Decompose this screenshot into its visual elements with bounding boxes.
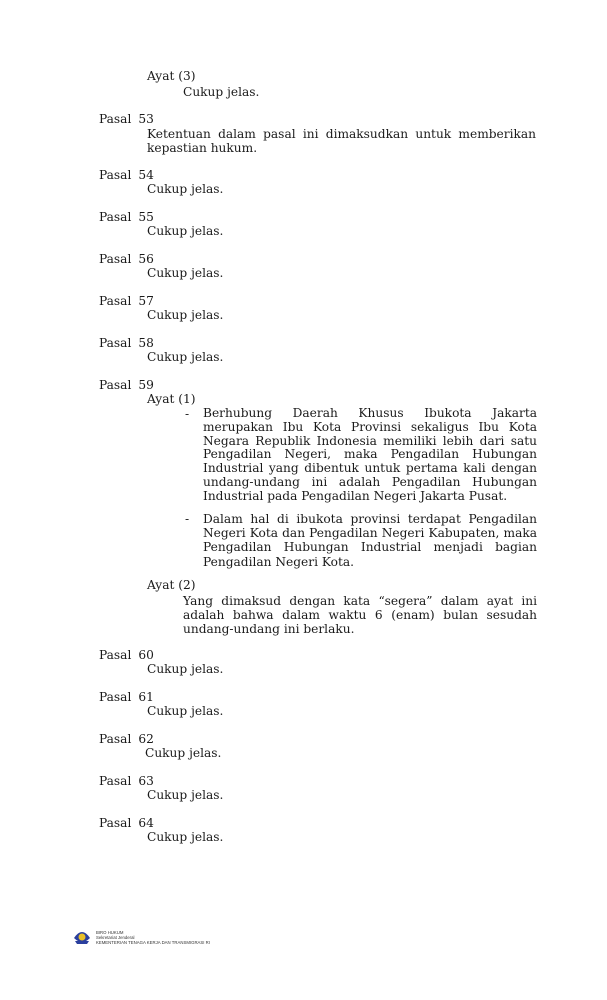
ayat-2-text: Yang dimaksud dengan kata “segera” dalam ayat ini adalah bahwa dalam waktu 6 (enam) bulan sesudah undang-undang ini berlaku. — [183, 594, 537, 636]
pasal-heading — [99, 690, 154, 704]
pasal-label: Pasal — [99, 774, 132, 788]
pasal-text: Cukup jelas. — [147, 788, 224, 802]
bullet: - — [185, 512, 190, 526]
pasal-text: Cukup jelas. — [147, 704, 224, 718]
pasal-label: Pasal — [99, 168, 132, 182]
pasal-number: 62 — [138, 732, 154, 746]
pasal-text: Cukup jelas. — [145, 746, 222, 760]
pasal-heading — [99, 732, 154, 746]
footer-line-1: BIRO HUKUM — [96, 929, 124, 935]
pasal-heading — [99, 648, 154, 662]
pasal-label: Pasal — [99, 336, 132, 350]
pasal-number: 53 — [138, 112, 154, 126]
pasal-53-heading — [99, 112, 154, 126]
pasal-heading — [99, 252, 154, 266]
pasal-heading — [99, 294, 154, 308]
footer-line-2: Sekretariat Jenderal — [96, 934, 135, 940]
pasal-label: Pasal — [99, 690, 132, 704]
pasal-number: 54 — [138, 168, 154, 182]
pasal-heading — [99, 816, 154, 830]
pasal-number: 64 — [138, 816, 154, 830]
pasal-number: 58 — [138, 336, 154, 350]
pasal-heading — [99, 210, 154, 224]
pasal-text: Cukup jelas. — [147, 662, 224, 676]
pasal-label: Pasal — [99, 816, 132, 830]
pasal-label: Pasal — [99, 210, 132, 224]
pasal-heading — [99, 774, 154, 788]
pasal-label: Pasal — [99, 112, 132, 126]
ayat-3-label: Ayat (3) — [147, 69, 196, 83]
pasal-label: Pasal — [99, 648, 132, 662]
footer-line-3: KEMENTERIAN TENAGA KERJA DAN TRANSMIGRASI RI — [96, 939, 210, 945]
pasal-text: Cukup jelas. — [147, 830, 224, 844]
ayat-1-label: Ayat (1) — [147, 392, 196, 406]
pasal-label: Pasal — [99, 252, 132, 266]
pasal-number: 63 — [138, 774, 154, 788]
footer-logo — [72, 928, 210, 946]
pasal-text: Cukup jelas. — [147, 266, 224, 280]
pasal-number: 61 — [138, 690, 154, 704]
pasal-text: Cukup jelas. — [147, 350, 224, 364]
pasal-number: 56 — [138, 252, 154, 266]
pasal-text: Cukup jelas. — [147, 182, 224, 196]
pasal-text: Cukup jelas. — [147, 224, 224, 238]
pasal-label: Pasal — [99, 378, 132, 392]
pasal-number: 55 — [138, 210, 154, 224]
ayat-3-text: Cukup jelas. — [183, 85, 260, 99]
pasal-53-text: Ketentuan dalam pasal ini dimaksudkan untuk memberikan kepastian hukum. — [147, 127, 536, 155]
pasal-number: 60 — [138, 648, 154, 662]
pasal-number: 59 — [138, 378, 154, 392]
ministry-emblem-icon — [72, 928, 92, 946]
pasal-59-heading — [99, 378, 154, 392]
bullet: - — [185, 407, 190, 421]
pasal-heading — [99, 168, 154, 182]
pasal-label: Pasal — [99, 732, 132, 746]
pasal-heading — [99, 336, 154, 350]
ayat-1-item-2: Dalam hal di ibukota provinsi terdapat Pengadilan Negeri Kota dan Pengadilan Negeri Kabupaten, maka Pengadilan Hubungan Industrial menjadi bagian Pengadilan Negeri Kota. — [203, 512, 537, 569]
pasal-number: 57 — [138, 294, 154, 308]
ayat-1-item-1: Berhubung Daerah Khusus Ibukota Jakarta merupakan Ibu Kota Provinsi sekaligus Ibu Kota Negara Republik Indonesia memiliki lebih dari satu Pengadilan Negeri, maka Pengadilan Hubungan Industrial yang dibentuk untuk pertama kali dengan undang-undang ini adalah Pengadilan Hubungan Industrial pada Pengadilan Negeri Jakarta Pusat. — [203, 406, 537, 503]
pasal-label: Pasal — [99, 294, 132, 308]
pasal-text: Cukup jelas. — [147, 308, 224, 322]
ayat-2-label: Ayat (2) — [147, 578, 196, 592]
